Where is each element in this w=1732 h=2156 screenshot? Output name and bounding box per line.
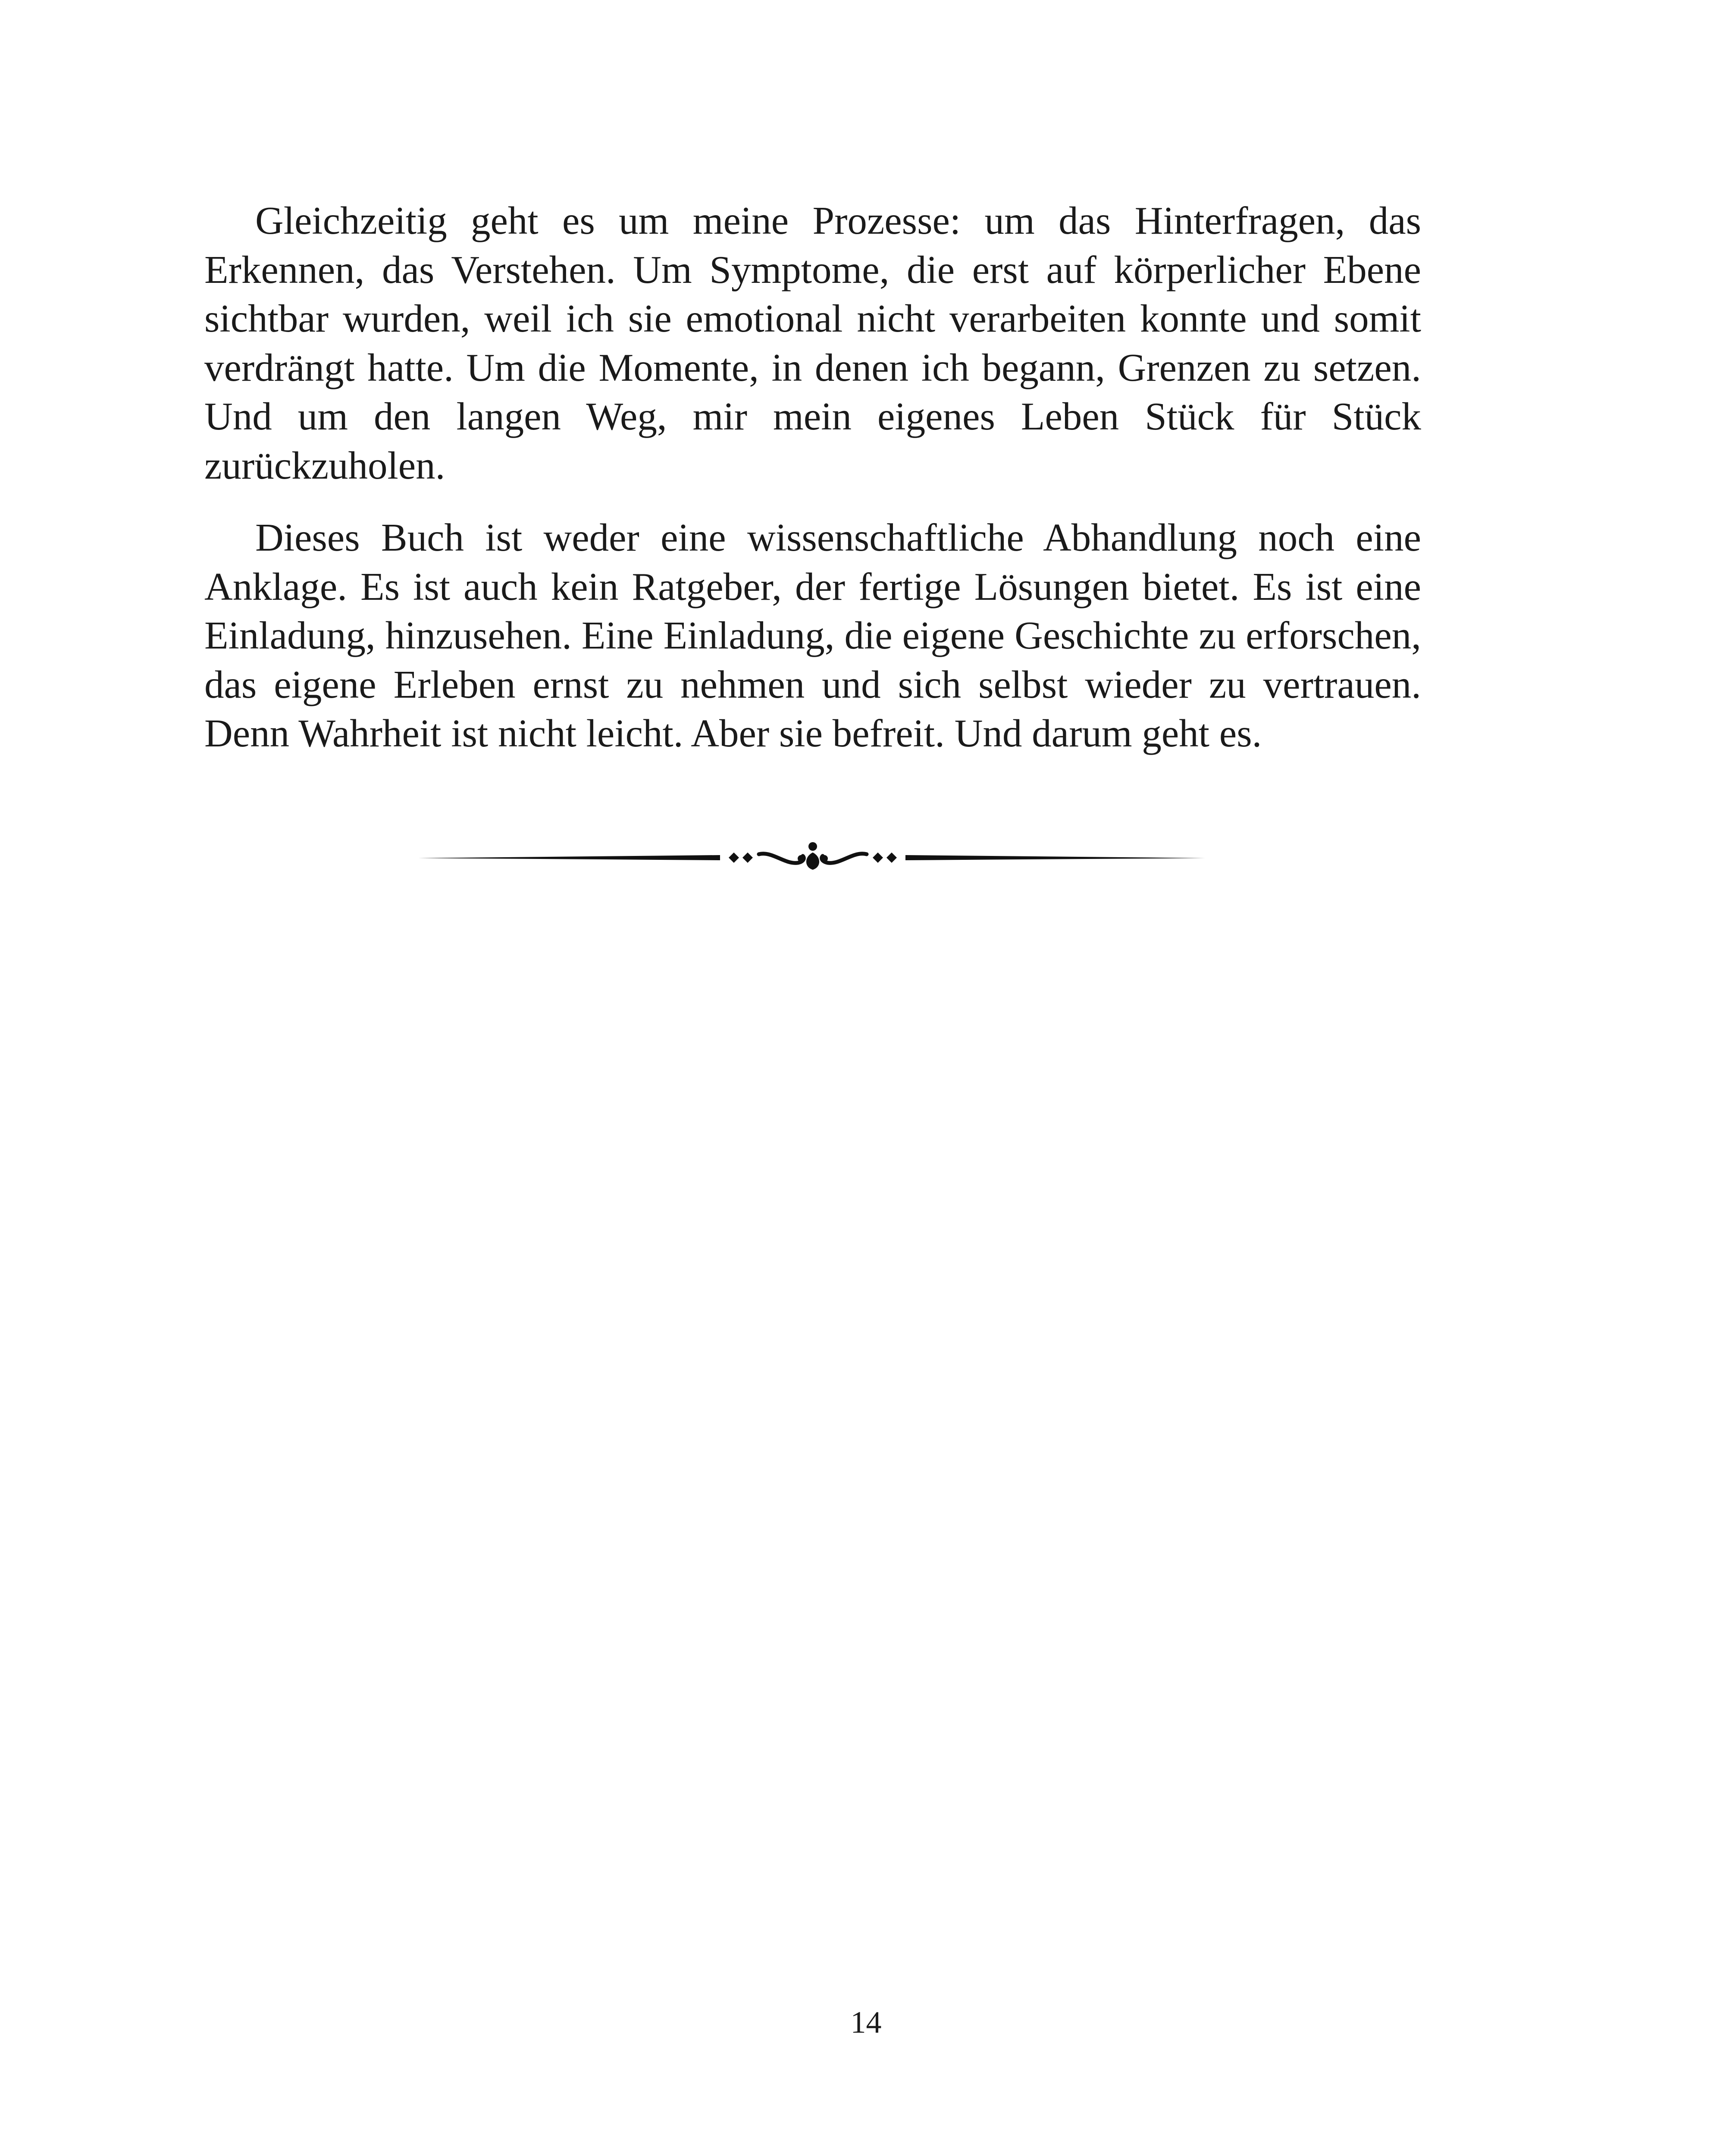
paragraph-2: Dieses Buch ist weder eine wissenschaftliche Abhandlung noch eine Anklage. Es ist auch kein Ratgeber, der fertige Lösungen bietet. Es ist eine Einladung, hinzusehen. Eine Einladung, die eigene Geschichte zu erforschen, das eigene Erleben ernst zu nehmen und sich selbst wieder zu vertrauen. Denn Wahrheit ist nicht leicht. Aber sie befreit. Und darum geht es. bbox=[204, 516, 1421, 755]
body-text bbox=[204, 196, 1421, 758]
paragraph-1: Gleichzeitig geht es um meine Prozesse: um das Hinterfragen, das Erkennen, das Verstehen. Um Symptome, die erst auf körperlicher Ebene sichtbar wurden, weil ich sie emotional nicht verarbeiten konnte und somit verdrängt hatte. Um die Momente, in denen ich begann, Grenzen zu setzen. Und um den langen Weg, mir mein eigenes Leben Stück für Stück zurückzuholen. bbox=[204, 199, 1421, 487]
page-number: 14 bbox=[850, 2005, 882, 2040]
flourish-divider-icon bbox=[418, 838, 1207, 877]
